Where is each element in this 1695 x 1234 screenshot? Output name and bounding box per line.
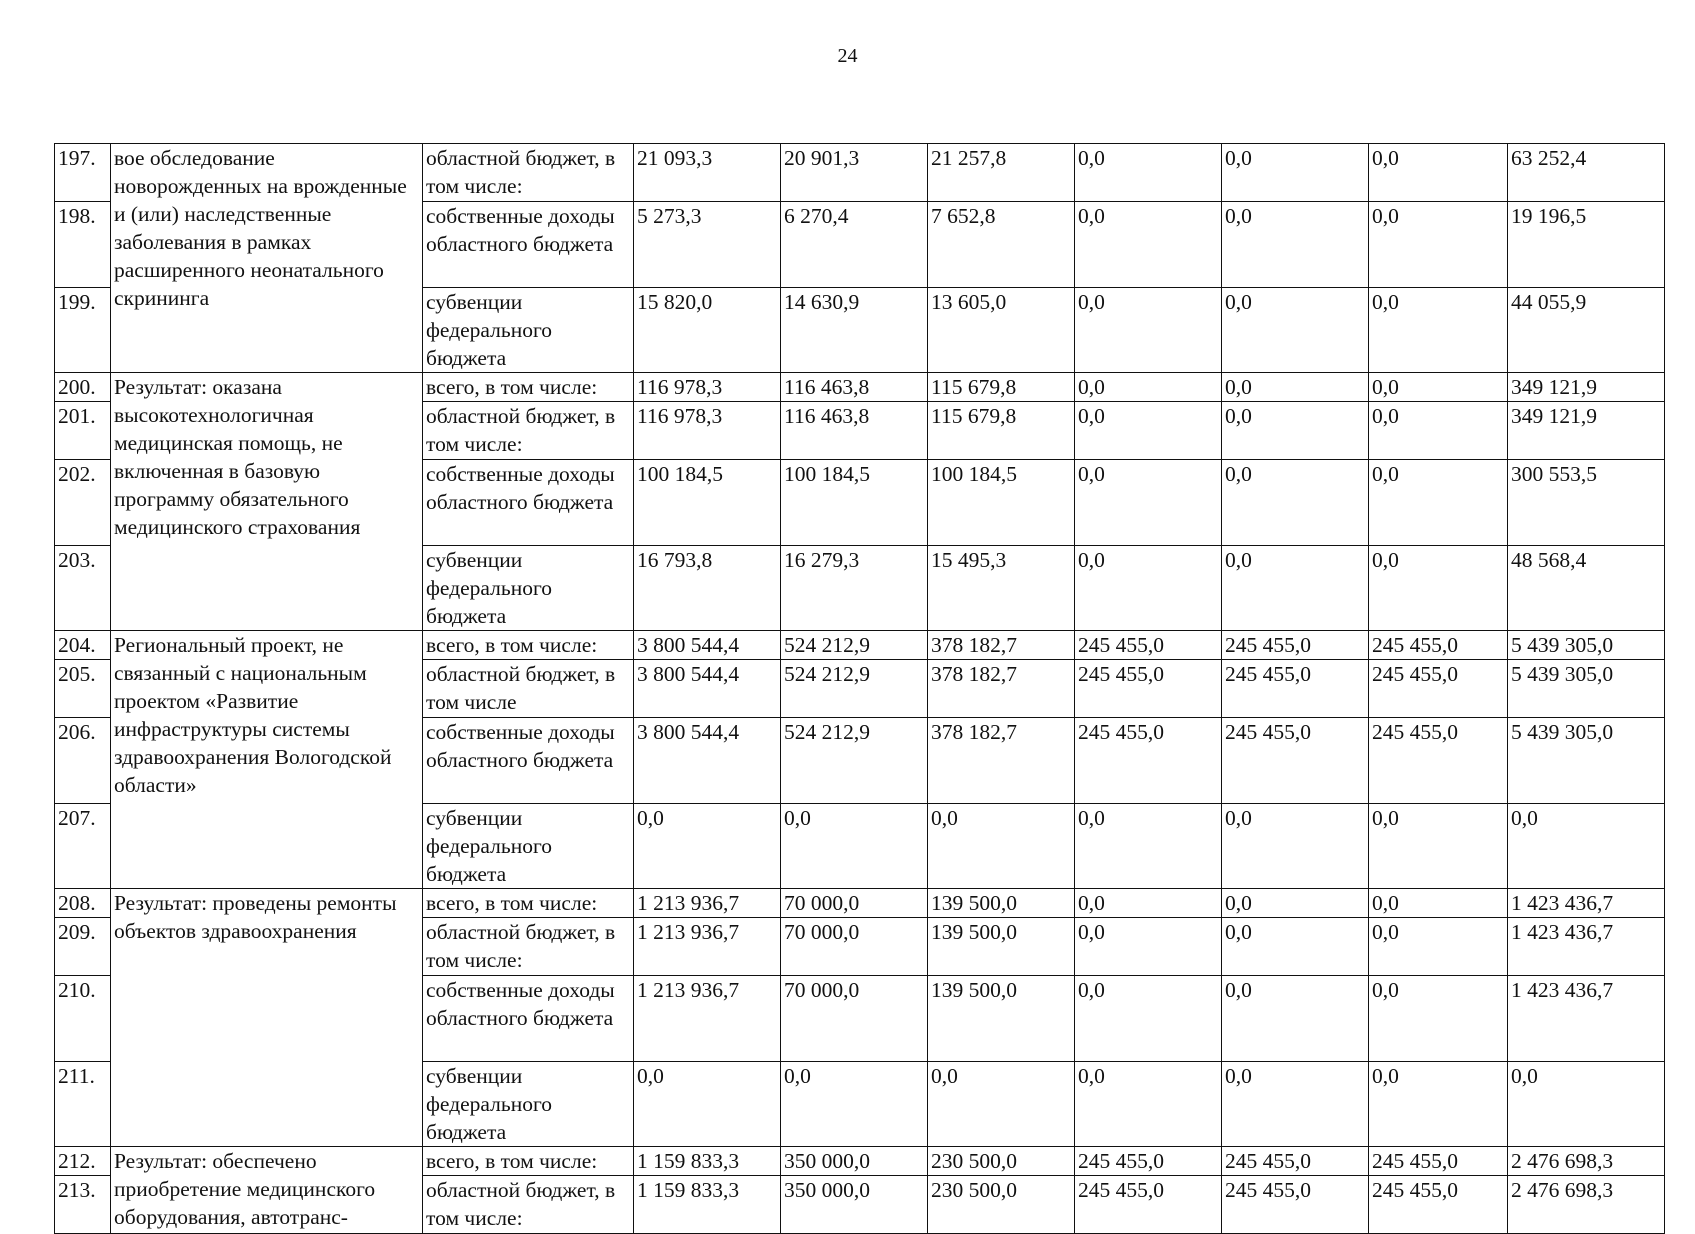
amount-cell: 0,0 xyxy=(1075,804,1222,889)
row-number: 197. xyxy=(55,144,111,202)
amount-cell: 1 423 436,7 xyxy=(1508,976,1665,1062)
funding-source: собственные доходы областного бюджета xyxy=(423,976,634,1062)
amount-cell: 350 000,0 xyxy=(781,1176,928,1234)
table-row xyxy=(55,144,1665,202)
amount-cell: 0,0 xyxy=(781,1062,928,1147)
amount-cell: 0,0 xyxy=(1075,373,1222,402)
amount-cell: 7 652,8 xyxy=(928,202,1075,288)
funding-source: областной бюджет, в том числе: xyxy=(423,144,634,202)
row-number: 200. xyxy=(55,373,111,402)
amount-cell: 0,0 xyxy=(1075,402,1222,460)
amount-cell: 0,0 xyxy=(1075,918,1222,976)
amount-cell: 44 055,9 xyxy=(1508,288,1665,373)
amount-cell: 1 423 436,7 xyxy=(1508,889,1665,918)
amount-cell: 70 000,0 xyxy=(781,918,928,976)
amount-cell: 1 213 936,7 xyxy=(634,889,781,918)
amount-cell: 115 679,8 xyxy=(928,373,1075,402)
amount-cell: 63 252,4 xyxy=(1508,144,1665,202)
amount-cell: 1 213 936,7 xyxy=(634,976,781,1062)
amount-cell: 0,0 xyxy=(1222,918,1369,976)
funding-source: собственные доходы областного бюджета xyxy=(423,202,634,288)
amount-cell: 70 000,0 xyxy=(781,889,928,918)
row-number: 205. xyxy=(55,660,111,718)
row-number: 213. xyxy=(55,1176,111,1234)
amount-cell: 21 093,3 xyxy=(634,144,781,202)
amount-cell: 3 800 544,4 xyxy=(634,718,781,804)
amount-cell: 0,0 xyxy=(634,804,781,889)
amount-cell: 0,0 xyxy=(1075,460,1222,546)
amount-cell: 0,0 xyxy=(1222,202,1369,288)
funding-source: субвенции федерального бюджета xyxy=(423,546,634,631)
amount-cell: 245 455,0 xyxy=(1222,718,1369,804)
amount-cell: 0,0 xyxy=(1508,804,1665,889)
amount-cell: 2 476 698,3 xyxy=(1508,1176,1665,1234)
funding-source: субвенции федерального бюджета xyxy=(423,1062,634,1147)
amount-cell: 245 455,0 xyxy=(1075,1176,1222,1234)
row-number: 198. xyxy=(55,202,111,288)
funding-source: областной бюджет, в том числе: xyxy=(423,918,634,976)
amount-cell: 0,0 xyxy=(1369,144,1508,202)
amount-cell: 116 978,3 xyxy=(634,373,781,402)
row-number: 209. xyxy=(55,918,111,976)
amount-cell: 5 439 305,0 xyxy=(1508,631,1665,660)
amount-cell: 15 495,3 xyxy=(928,546,1075,631)
amount-cell: 230 500,0 xyxy=(928,1147,1075,1176)
amount-cell: 115 679,8 xyxy=(928,402,1075,460)
amount-cell: 378 182,7 xyxy=(928,718,1075,804)
amount-cell: 245 455,0 xyxy=(1369,1176,1508,1234)
funding-source: всего, в том числе: xyxy=(423,889,634,918)
amount-cell: 0,0 xyxy=(1369,1062,1508,1147)
amount-cell: 0,0 xyxy=(1075,144,1222,202)
amount-cell: 5 439 305,0 xyxy=(1508,718,1665,804)
amount-cell: 230 500,0 xyxy=(928,1176,1075,1234)
amount-cell: 139 500,0 xyxy=(928,976,1075,1062)
amount-cell: 139 500,0 xyxy=(928,889,1075,918)
funding-source: областной бюджет, в том числе: xyxy=(423,402,634,460)
row-number: 206. xyxy=(55,718,111,804)
amount-cell: 0,0 xyxy=(1075,546,1222,631)
amount-cell: 100 184,5 xyxy=(928,460,1075,546)
amount-cell: 245 455,0 xyxy=(1222,1147,1369,1176)
row-number: 208. xyxy=(55,889,111,918)
amount-cell: 139 500,0 xyxy=(928,918,1075,976)
item-description: вое обследование новорожденных на врожденные и (или) наследственные заболевания в рамках расширенного неонатального скрининга xyxy=(111,144,423,373)
amount-cell: 15 820,0 xyxy=(634,288,781,373)
row-number: 212. xyxy=(55,1147,111,1176)
amount-cell: 0,0 xyxy=(1075,1062,1222,1147)
item-description: Результат: оказана высокотехнологичная медицинская помощь, не включенная в базовую программу обязательного медицинского страхования xyxy=(111,373,423,631)
amount-cell: 300 553,5 xyxy=(1508,460,1665,546)
amount-cell: 0,0 xyxy=(1369,373,1508,402)
amount-cell: 245 455,0 xyxy=(1369,1147,1508,1176)
amount-cell: 0,0 xyxy=(928,804,1075,889)
amount-cell: 0,0 xyxy=(1222,1062,1369,1147)
amount-cell: 0,0 xyxy=(1369,402,1508,460)
amount-cell: 100 184,5 xyxy=(781,460,928,546)
amount-cell: 0,0 xyxy=(781,804,928,889)
amount-cell: 0,0 xyxy=(1369,546,1508,631)
funding-source: областной бюджет, в том числе: xyxy=(423,1176,634,1234)
funding-source: субвенции федерального бюджета xyxy=(423,288,634,373)
amount-cell: 0,0 xyxy=(1222,804,1369,889)
amount-cell: 48 568,4 xyxy=(1508,546,1665,631)
amount-cell: 1 423 436,7 xyxy=(1508,918,1665,976)
amount-cell: 245 455,0 xyxy=(1222,660,1369,718)
amount-cell: 0,0 xyxy=(1369,976,1508,1062)
row-number: 207. xyxy=(55,804,111,889)
amount-cell: 5 273,3 xyxy=(634,202,781,288)
amount-cell: 116 978,3 xyxy=(634,402,781,460)
amount-cell: 245 455,0 xyxy=(1075,631,1222,660)
amount-cell: 1 159 833,3 xyxy=(634,1176,781,1234)
amount-cell: 524 212,9 xyxy=(781,660,928,718)
row-number: 203. xyxy=(55,546,111,631)
amount-cell: 3 800 544,4 xyxy=(634,660,781,718)
amount-cell: 0,0 xyxy=(1075,976,1222,1062)
row-number: 199. xyxy=(55,288,111,373)
amount-cell: 524 212,9 xyxy=(781,631,928,660)
amount-cell: 2 476 698,3 xyxy=(1508,1147,1665,1176)
amount-cell: 21 257,8 xyxy=(928,144,1075,202)
item-description: Результат: проведены ремонты объектов здравоохранения xyxy=(111,889,423,1147)
amount-cell: 14 630,9 xyxy=(781,288,928,373)
amount-cell: 0,0 xyxy=(1075,889,1222,918)
amount-cell: 0,0 xyxy=(1369,889,1508,918)
funding-source: собственные доходы областного бюджета xyxy=(423,460,634,546)
amount-cell: 70 000,0 xyxy=(781,976,928,1062)
amount-cell: 116 463,8 xyxy=(781,373,928,402)
funding-source: всего, в том числе: xyxy=(423,631,634,660)
amount-cell: 0,0 xyxy=(634,1062,781,1147)
amount-cell: 0,0 xyxy=(1369,460,1508,546)
amount-cell: 0,0 xyxy=(1075,202,1222,288)
row-number: 201. xyxy=(55,402,111,460)
amount-cell: 16 793,8 xyxy=(634,546,781,631)
amount-cell: 524 212,9 xyxy=(781,718,928,804)
amount-cell: 0,0 xyxy=(1222,288,1369,373)
amount-cell: 349 121,9 xyxy=(1508,373,1665,402)
amount-cell: 0,0 xyxy=(1222,889,1369,918)
amount-cell: 378 182,7 xyxy=(928,631,1075,660)
amount-cell: 245 455,0 xyxy=(1222,1176,1369,1234)
amount-cell: 0,0 xyxy=(1075,288,1222,373)
amount-cell: 0,0 xyxy=(1222,460,1369,546)
amount-cell: 245 455,0 xyxy=(1075,660,1222,718)
row-number: 204. xyxy=(55,631,111,660)
funding-source: собственные доходы областного бюджета xyxy=(423,718,634,804)
amount-cell: 0,0 xyxy=(1369,202,1508,288)
amount-cell: 100 184,5 xyxy=(634,460,781,546)
amount-cell: 1 213 936,7 xyxy=(634,918,781,976)
amount-cell: 0,0 xyxy=(1222,402,1369,460)
amount-cell: 245 455,0 xyxy=(1369,660,1508,718)
amount-cell: 0,0 xyxy=(1222,546,1369,631)
amount-cell: 1 159 833,3 xyxy=(634,1147,781,1176)
amount-cell: 19 196,5 xyxy=(1508,202,1665,288)
amount-cell: 3 800 544,4 xyxy=(634,631,781,660)
table-row xyxy=(55,889,1665,918)
funding-source: всего, в том числе: xyxy=(423,1147,634,1176)
amount-cell: 245 455,0 xyxy=(1222,631,1369,660)
amount-cell: 16 279,3 xyxy=(781,546,928,631)
amount-cell: 0,0 xyxy=(1369,918,1508,976)
amount-cell: 350 000,0 xyxy=(781,1147,928,1176)
amount-cell: 245 455,0 xyxy=(1075,1147,1222,1176)
amount-cell: 0,0 xyxy=(1222,144,1369,202)
row-number: 211. xyxy=(55,1062,111,1147)
amount-cell: 13 605,0 xyxy=(928,288,1075,373)
amount-cell: 0,0 xyxy=(1369,804,1508,889)
amount-cell: 6 270,4 xyxy=(781,202,928,288)
table-row xyxy=(55,1147,1665,1176)
amount-cell: 5 439 305,0 xyxy=(1508,660,1665,718)
table-row xyxy=(55,373,1665,402)
table-row xyxy=(55,631,1665,660)
amount-cell: 0,0 xyxy=(1508,1062,1665,1147)
funding-source: всего, в том числе: xyxy=(423,373,634,402)
budget-table xyxy=(54,143,1665,1234)
amount-cell: 245 455,0 xyxy=(1369,631,1508,660)
amount-cell: 378 182,7 xyxy=(928,660,1075,718)
amount-cell: 245 455,0 xyxy=(1369,718,1508,804)
item-description: Региональный проект, не связанный с национальным проектом «Развитие инфраструктуры системы здравоохранения Вологодской области» xyxy=(111,631,423,889)
amount-cell: 0,0 xyxy=(928,1062,1075,1147)
amount-cell: 0,0 xyxy=(1369,288,1508,373)
funding-source: субвенции федерального бюджета xyxy=(423,804,634,889)
amount-cell: 20 901,3 xyxy=(781,144,928,202)
amount-cell: 0,0 xyxy=(1222,373,1369,402)
amount-cell: 116 463,8 xyxy=(781,402,928,460)
amount-cell: 245 455,0 xyxy=(1075,718,1222,804)
item-description: Результат: обеспечено приобретение медицинского оборудования, автотранс- xyxy=(111,1147,423,1234)
row-number: 210. xyxy=(55,976,111,1062)
funding-source: областной бюджет, в том числе xyxy=(423,660,634,718)
page-number: 24 xyxy=(837,45,858,67)
row-number: 202. xyxy=(55,460,111,546)
amount-cell: 0,0 xyxy=(1222,976,1369,1062)
amount-cell: 349 121,9 xyxy=(1508,402,1665,460)
